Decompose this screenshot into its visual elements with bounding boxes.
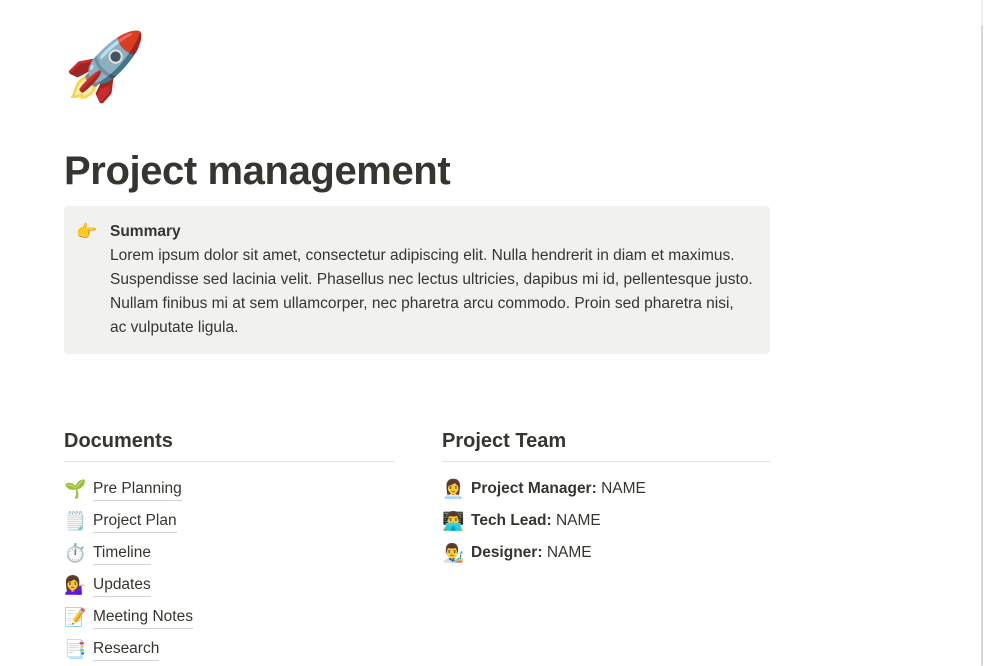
pointing-right-icon[interactable]: 👉 bbox=[76, 222, 98, 241]
team-member-role: Designer: bbox=[471, 544, 543, 561]
project-team-column bbox=[442, 428, 770, 665]
document-page-label[interactable]: Timeline bbox=[93, 542, 151, 565]
team-member-name: NAME bbox=[546, 544, 592, 561]
team-member-row[interactable] bbox=[442, 473, 770, 505]
team-member-role: Tech Lead: bbox=[471, 512, 552, 529]
page-title[interactable]: Project management bbox=[64, 149, 451, 193]
document-page-icon: ⏱️ bbox=[64, 543, 87, 563]
team-member-row[interactable] bbox=[442, 537, 770, 569]
project-team-list bbox=[442, 473, 770, 569]
team-member-text bbox=[471, 542, 592, 564]
document-page-icon: 📑 bbox=[64, 639, 87, 659]
summary-callout-content bbox=[110, 220, 754, 340]
document-page-link[interactable] bbox=[64, 633, 394, 665]
summary-callout[interactable] bbox=[64, 206, 770, 354]
document-page-link[interactable] bbox=[64, 473, 394, 505]
team-member-row[interactable] bbox=[442, 505, 770, 537]
two-column-layout bbox=[64, 428, 770, 665]
team-member-text bbox=[471, 510, 601, 532]
document-page-label[interactable]: Pre Planning bbox=[93, 478, 182, 501]
team-member-icon: 👩‍💼 bbox=[442, 479, 465, 499]
documents-heading: Documents bbox=[64, 428, 394, 462]
team-member-icon: 👨‍💻 bbox=[442, 511, 465, 531]
document-page-link[interactable] bbox=[64, 505, 394, 537]
document-page-link[interactable] bbox=[64, 537, 394, 569]
document-page-label[interactable]: Updates bbox=[93, 574, 151, 597]
document-page-link[interactable] bbox=[64, 601, 394, 633]
team-member-icon: 👨‍🎨 bbox=[442, 543, 465, 563]
document-page-link[interactable] bbox=[64, 569, 394, 601]
document-page-icon: 🌱 bbox=[64, 479, 87, 499]
scrollbar-thumb[interactable] bbox=[981, 25, 983, 666]
team-member-role: Project Manager: bbox=[471, 480, 597, 497]
team-member-name: NAME bbox=[555, 512, 601, 529]
summary-callout-title: Summary bbox=[110, 223, 181, 240]
documents-column bbox=[64, 428, 394, 665]
document-page-label[interactable]: Research bbox=[93, 638, 159, 661]
project-team-heading: Project Team bbox=[442, 428, 770, 462]
summary-callout-body: Lorem ipsum dolor sit amet, consectetur adipiscing elit. Nulla hendrerit in diam et maximus. Suspendisse sed lacinia velit. Phasellus nec lectus ultricies, dapibus mi id, pellentesque justo. Nullam finibus mi at sem ullamcorper, nec pharetra arcu commodo. Proin sed pharetra nisi, ac vulputate ligula. bbox=[110, 247, 753, 336]
document-page-label[interactable]: Project Plan bbox=[93, 510, 177, 533]
document-page-icon: 💁‍♀️ bbox=[64, 575, 87, 595]
document-page-icon: 🗒️ bbox=[64, 511, 87, 531]
team-member-text bbox=[471, 478, 646, 500]
team-member-name: NAME bbox=[601, 480, 646, 497]
document-page-icon: 📝 bbox=[64, 607, 87, 627]
column-gap bbox=[394, 428, 442, 665]
notion-page bbox=[64, 0, 770, 665]
document-page-label[interactable]: Meeting Notes bbox=[93, 606, 193, 629]
documents-list bbox=[64, 473, 394, 665]
rocket-page-icon[interactable]: 🚀 bbox=[64, 29, 147, 103]
